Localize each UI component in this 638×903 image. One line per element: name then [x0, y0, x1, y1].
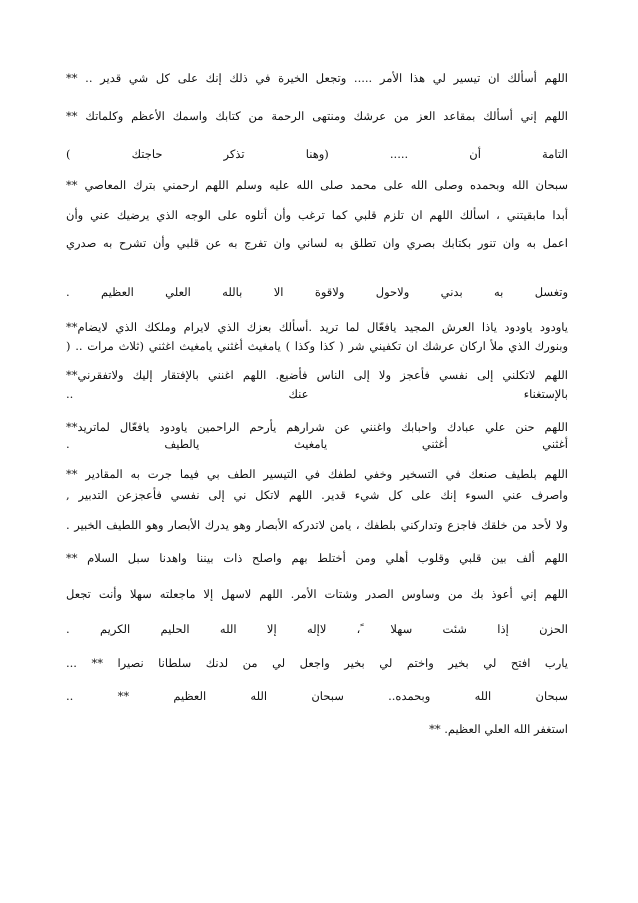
text-line: بالإستغناء عنك ..: [66, 387, 568, 401]
text-line: يارب افتح لي بخير واختم لي بخير واجعل لي من لدنك سلطانا نصيرا ** ...: [66, 656, 568, 670]
text-line: اللهم إني أعوذ بك من وساوس الصدر وشتات الأمر. اللهم لاسهل إلا ماجعلته سهلا وأنت تجعل: [66, 587, 568, 601]
text-line: ياودود ياودود ياذا العرش المجيد يافعّال لما تريد .أسألك بعزك الذي لايرام وملكك الذي لايضام**: [66, 320, 568, 334]
text-line: اللهم أسألك ان تيسير لي هذا الأمر ..... وتجعل الخيرة في ذلك إنك على كل شي قدير .. **: [66, 71, 568, 85]
text-line: اللهم لاتكلني إلى نفسي فأعجز ولا إلى الناس فأضيع. اللهم اغنني بالإفتقار إليك ولاتفقرني**: [66, 368, 568, 382]
text-line: ولا لأحد من خلقك فاجزع وتداركني بلطفك ، يامن لاتدركه الأبصار وهو يدرك الأبصار وهو اللطيف الخبير .: [66, 518, 568, 532]
text-line: سبحان الله وبحمده.. سبحان الله العظيم ** ..: [66, 689, 568, 703]
text-line: الحزن إذا شئت سهلا ً، لاإله إلا الله الحليم الكريم .: [66, 622, 568, 636]
text-line: اللهم حنن علي عبادك واحبابك واغنني عن شرارهم يأرحم الراحمين ياودود يافعّال لماتريد**: [66, 420, 568, 434]
text-line: واصرف عني السوء إنك على كل شيء قدير. اللهم لاتكل ني إلى نفسي فأعجزعن التدبير ,: [66, 488, 568, 502]
text-line: أغثني أغثني يامغيث يالطيف .: [66, 437, 568, 451]
text-line: سبحان الله وبحمده وصلى الله على محمد صلى الله عليه وسلم اللهم ارحمني بترك المعاصي **: [66, 178, 568, 192]
text-line: وبنورك الذي ملأ اركان عرشك ان تكفيني شر ( كذا وكذا ) يامغيث أغثني يامغيث اغثني (ثلاث مرات .. (: [66, 339, 568, 353]
text-line: اللهم بلطيف صنعك في التسخير وخفي لطفك في التيسير الطف بي فيما جرت به المقادير **: [66, 467, 568, 481]
text-line: استغفر الله العلي العظيم. **: [429, 722, 568, 736]
text-line: التامة أن ..... (وهنا تذكر حاجتك ): [66, 147, 568, 161]
text-line: أبدا مابقيتني ، اسألك اللهم ان تلزم قلبي كما ترغب وأن أتلوه على الوجه الذي يرضيك عني وأن: [66, 208, 568, 222]
text-line: اللهم ألف بين قلبي وقلوب أهلي ومن أختلط بهم واصلح ذات بيننا واهدنا سبل السلام **: [66, 551, 568, 565]
text-line: اعمل به وان تنور بكتابك بصري وان تطلق به لساني وان تفرج به عن قلبي وأن تشرح به صدري: [66, 236, 568, 250]
document-page: [66, 0, 568, 903]
text-line: وتغسل به بدني ولاحول ولاقوة الا بالله العلي العظيم .: [66, 285, 568, 299]
text-line: اللهم إني أسألك بمقاعد العز من عرشك ومنتهى الرحمة من كتابك واسمك الأعظم وكلماتك **: [66, 109, 568, 123]
